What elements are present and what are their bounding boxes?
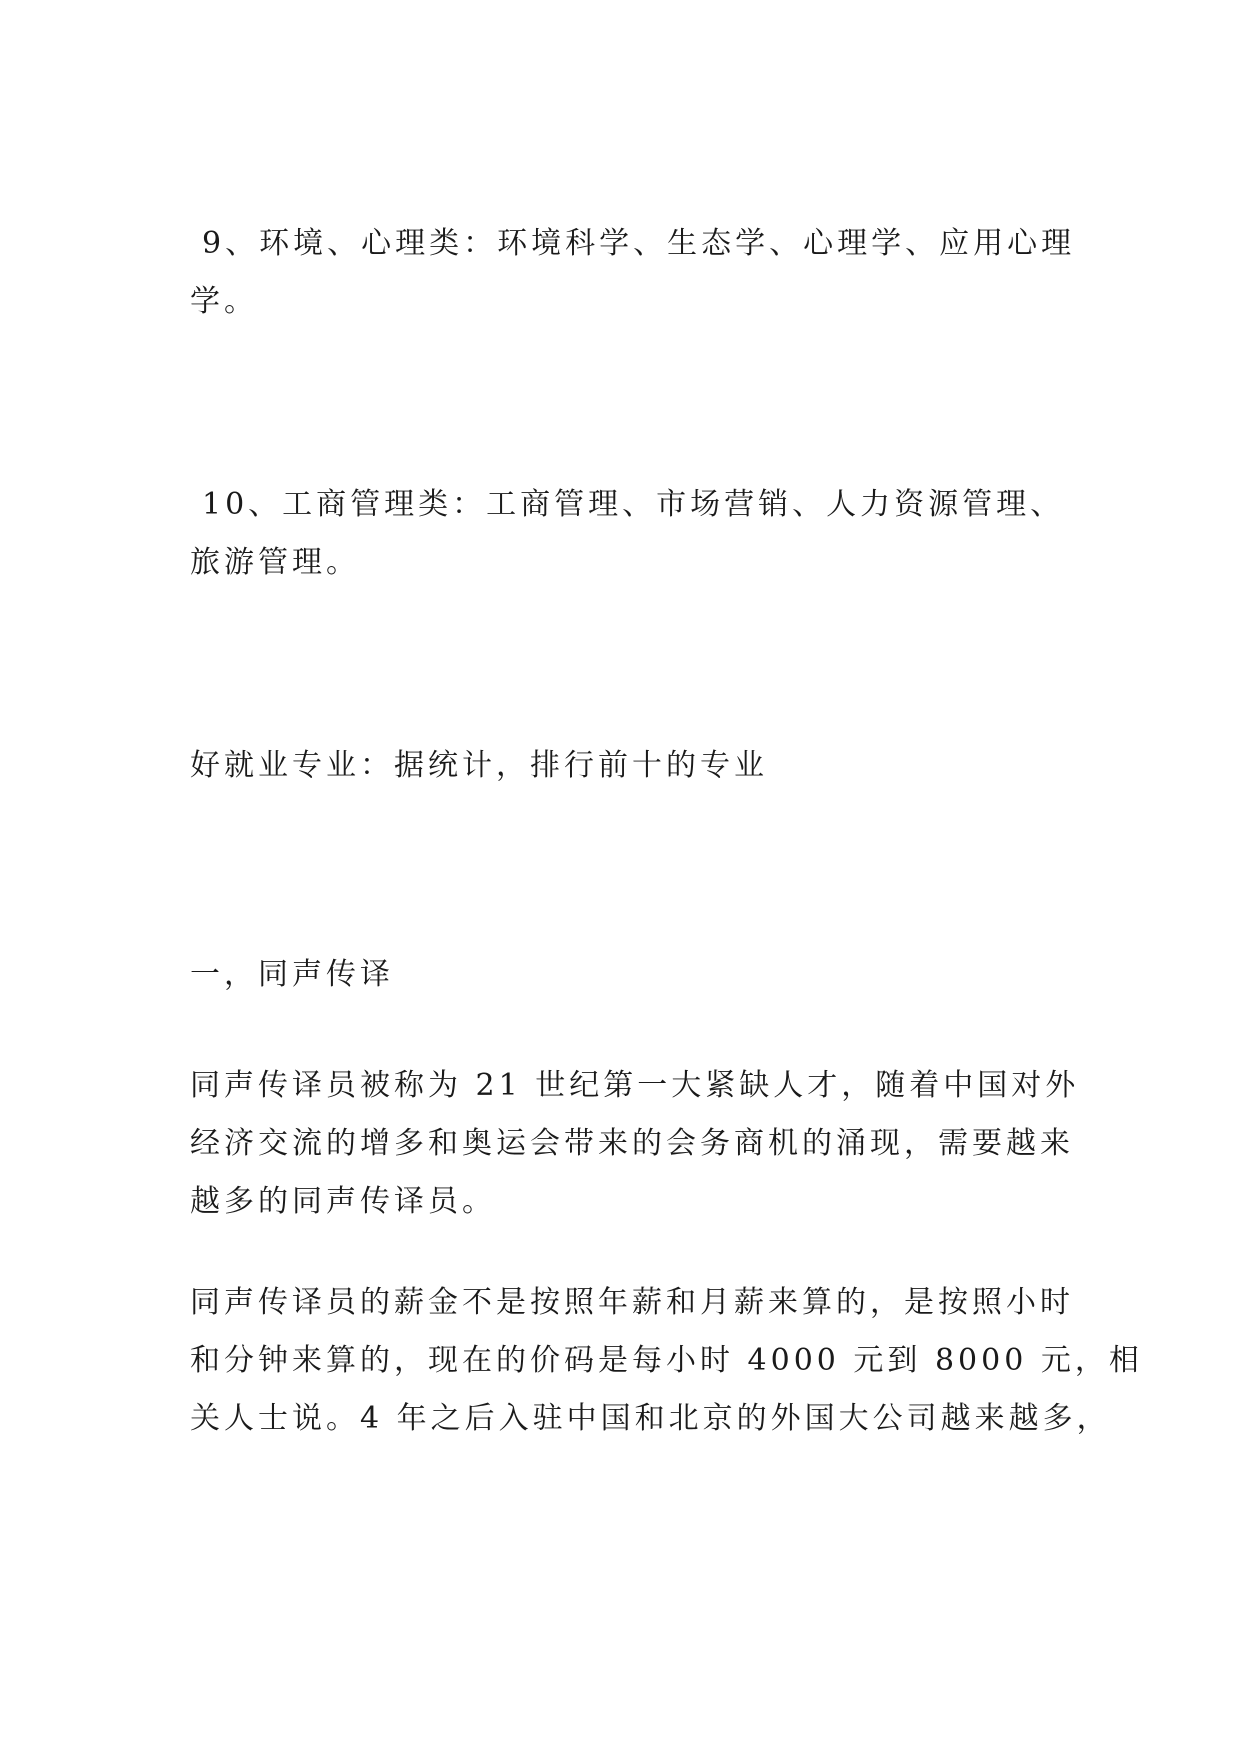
subheading-text: 一，同声传译 bbox=[190, 957, 394, 992]
paragraph-2-line-3: 关人士说。4 年之后入驻中国和北京的外国大公司越来越多， bbox=[190, 1401, 1111, 1436]
paragraph-1-line-2: 经济交流的增多和奥运会带来的会务商机的涌现，需要越来 bbox=[190, 1126, 1074, 1161]
list-item-10-line-2: 旅游管理。 bbox=[190, 545, 360, 580]
paragraph-2-line-1: 同声传译员的薪金不是按照年薪和月薪来算的，是按照小时 bbox=[190, 1285, 1074, 1320]
paragraph-2-line-2: 和分钟来算的，现在的价码是每小时 4000 元到 8000 元，相 bbox=[190, 1343, 1143, 1378]
paragraph-1-line-1: 同声传译员被称为 21 世纪第一大紧缺人才，随着中国对外 bbox=[190, 1068, 1080, 1103]
section-intro-text: 好就业专业：据统计，排行前十的专业 bbox=[190, 748, 768, 783]
list-item-9-line-1: 9、环境、心理类：环境科学、生态学、心理学、应用心理 bbox=[202, 226, 1076, 261]
list-item-10 bbox=[190, 476, 1070, 592]
list-item-10-line-1: 10、工商管理类：工商管理、市场营销、人力资源管理、 bbox=[202, 487, 1065, 522]
paragraph-2 bbox=[190, 1274, 1143, 1448]
list-item-9 bbox=[190, 215, 1076, 331]
paragraph-1 bbox=[190, 1057, 1080, 1231]
paragraph-1-line-3: 越多的同声传译员。 bbox=[190, 1184, 496, 1219]
list-item-9-line-2: 学。 bbox=[190, 284, 258, 319]
section-intro bbox=[190, 737, 1070, 795]
subheading-simultaneous-interpretation bbox=[190, 946, 1070, 1004]
